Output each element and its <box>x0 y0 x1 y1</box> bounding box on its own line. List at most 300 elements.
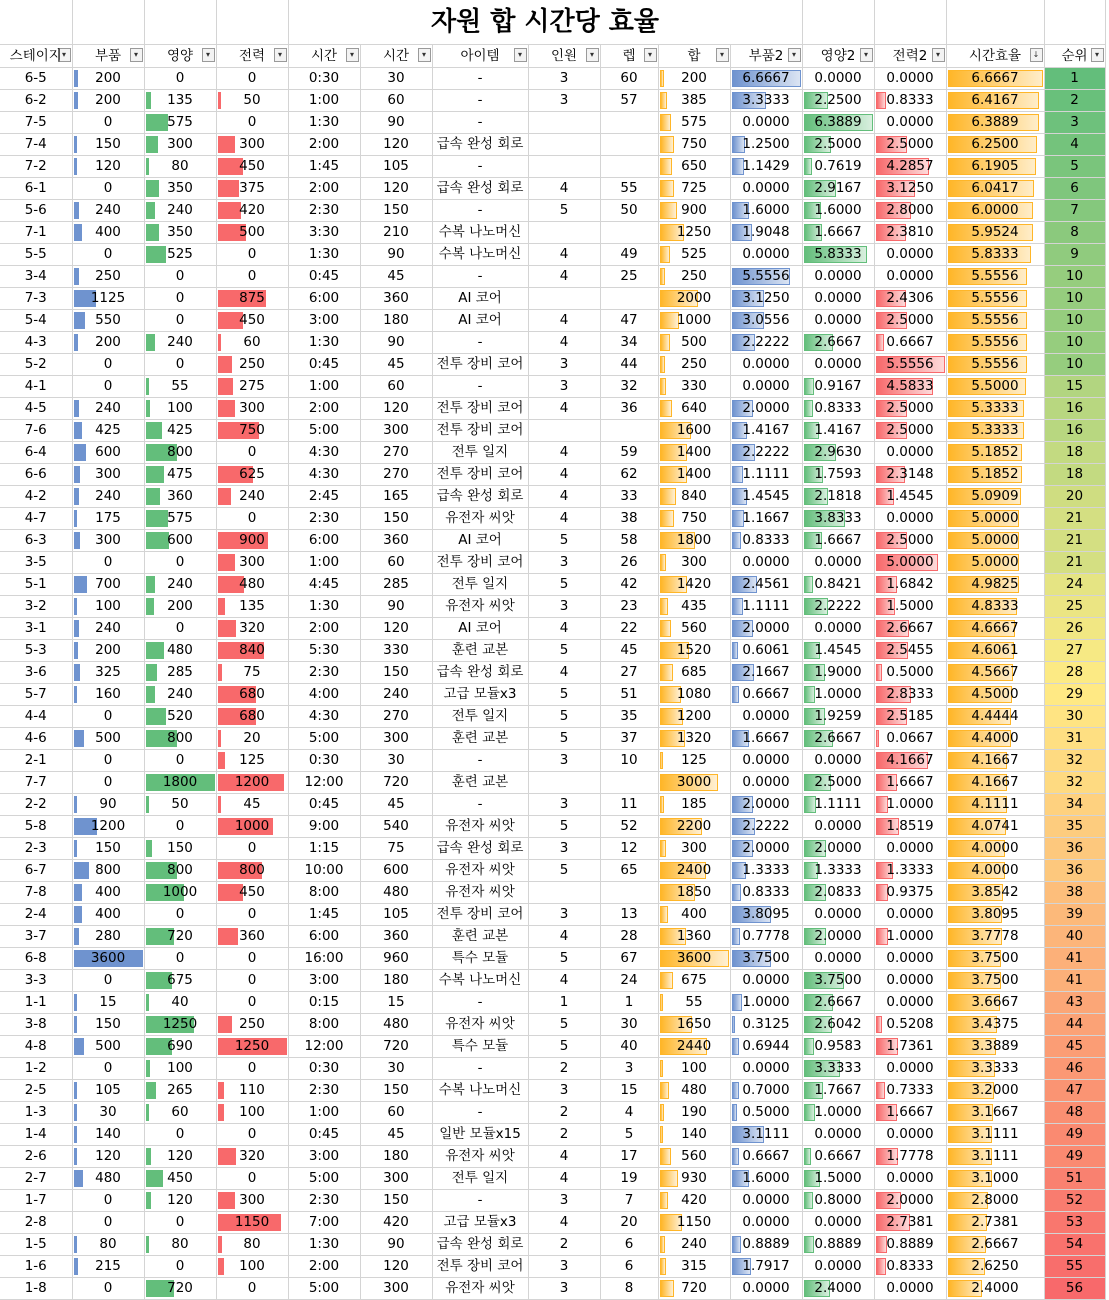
time-efficiency-cell[interactable] <box>946 200 1044 222</box>
time-efficiency-cell[interactable] <box>946 178 1044 200</box>
food2-cell[interactable] <box>802 1146 874 1168</box>
level-cell[interactable] <box>600 684 658 706</box>
rank-cell[interactable] <box>1044 1058 1105 1080</box>
food2-cell[interactable] <box>802 68 874 90</box>
crew-cell[interactable] <box>528 464 600 486</box>
power-cell[interactable] <box>216 1190 288 1212</box>
parts-cell[interactable] <box>72 618 144 640</box>
minutes-cell[interactable] <box>360 310 432 332</box>
crew-cell[interactable] <box>528 200 600 222</box>
crew-cell[interactable] <box>528 838 600 860</box>
food2-cell[interactable] <box>802 90 874 112</box>
minutes-cell[interactable] <box>360 200 432 222</box>
minutes-cell[interactable] <box>360 640 432 662</box>
time-cell[interactable] <box>288 1014 360 1036</box>
item-cell[interactable] <box>432 244 528 266</box>
rank-cell[interactable] <box>1044 574 1105 596</box>
food2-cell[interactable] <box>802 1256 874 1278</box>
food-cell[interactable] <box>144 618 216 640</box>
time-cell[interactable] <box>288 1146 360 1168</box>
time-cell[interactable] <box>288 178 360 200</box>
time-cell[interactable] <box>288 376 360 398</box>
power-cell[interactable] <box>216 178 288 200</box>
parts-cell[interactable] <box>72 926 144 948</box>
minutes-cell[interactable] <box>360 1234 432 1256</box>
item-cell[interactable] <box>432 1102 528 1124</box>
minutes-cell[interactable] <box>360 420 432 442</box>
item-cell[interactable] <box>432 222 528 244</box>
power-cell[interactable] <box>216 310 288 332</box>
food-cell[interactable] <box>144 992 216 1014</box>
parts2-cell[interactable] <box>730 574 802 596</box>
item-cell[interactable] <box>432 618 528 640</box>
food2-cell[interactable] <box>802 838 874 860</box>
minutes-cell[interactable] <box>360 222 432 244</box>
rank-cell[interactable] <box>1044 1168 1105 1190</box>
item-cell[interactable] <box>432 420 528 442</box>
sum-cell[interactable] <box>658 992 730 1014</box>
sum-cell[interactable] <box>658 1146 730 1168</box>
stage-cell[interactable] <box>0 816 72 838</box>
header-item[interactable] <box>432 45 528 68</box>
time-efficiency-cell[interactable] <box>946 618 1044 640</box>
rank-cell[interactable] <box>1044 1234 1105 1256</box>
sum-cell[interactable] <box>658 1190 730 1212</box>
food-cell[interactable] <box>144 772 216 794</box>
stage-cell[interactable] <box>0 1102 72 1124</box>
stage-cell[interactable] <box>0 266 72 288</box>
item-cell[interactable] <box>432 904 528 926</box>
minutes-cell[interactable] <box>360 860 432 882</box>
filter-dropdown-icon[interactable]: ▾ <box>586 48 599 62</box>
food2-cell[interactable] <box>802 112 874 134</box>
sum-cell[interactable] <box>658 530 730 552</box>
parts-cell[interactable] <box>72 398 144 420</box>
rank-cell[interactable] <box>1044 1146 1105 1168</box>
parts2-cell[interactable] <box>730 926 802 948</box>
food2-cell[interactable] <box>802 1212 874 1234</box>
level-cell[interactable] <box>600 1212 658 1234</box>
parts2-cell[interactable] <box>730 1212 802 1234</box>
time-efficiency-cell[interactable] <box>946 266 1044 288</box>
item-cell[interactable] <box>432 970 528 992</box>
parts2-cell[interactable] <box>730 398 802 420</box>
parts-cell[interactable] <box>72 244 144 266</box>
parts-cell[interactable] <box>72 596 144 618</box>
food-cell[interactable] <box>144 882 216 904</box>
sum-cell[interactable] <box>658 68 730 90</box>
sum-cell[interactable] <box>658 552 730 574</box>
parts-cell[interactable] <box>72 992 144 1014</box>
crew-cell[interactable] <box>528 1234 600 1256</box>
header-time[interactable] <box>288 45 360 68</box>
time-efficiency-cell[interactable] <box>946 1234 1044 1256</box>
crew-cell[interactable] <box>528 1256 600 1278</box>
parts-cell[interactable] <box>72 332 144 354</box>
rank-cell[interactable] <box>1044 618 1105 640</box>
food-cell[interactable] <box>144 398 216 420</box>
rank-cell[interactable] <box>1044 772 1105 794</box>
parts-cell[interactable] <box>72 134 144 156</box>
sum-cell[interactable] <box>658 288 730 310</box>
level-cell[interactable] <box>600 112 658 134</box>
power2-cell[interactable] <box>874 574 946 596</box>
sum-cell[interactable] <box>658 398 730 420</box>
level-cell[interactable] <box>600 178 658 200</box>
parts2-cell[interactable] <box>730 354 802 376</box>
parts2-cell[interactable] <box>730 266 802 288</box>
food-cell[interactable] <box>144 794 216 816</box>
power-cell[interactable] <box>216 222 288 244</box>
crew-cell[interactable] <box>528 1036 600 1058</box>
time-efficiency-cell[interactable] <box>946 772 1044 794</box>
filter-dropdown-icon[interactable]: ▾ <box>514 48 527 62</box>
power-cell[interactable] <box>216 640 288 662</box>
parts-cell[interactable] <box>72 1058 144 1080</box>
crew-cell[interactable] <box>528 640 600 662</box>
rank-cell[interactable] <box>1044 552 1105 574</box>
time-cell[interactable] <box>288 970 360 992</box>
rank-cell[interactable] <box>1044 1124 1105 1146</box>
item-cell[interactable] <box>432 1124 528 1146</box>
food-cell[interactable] <box>144 948 216 970</box>
sum-cell[interactable] <box>658 464 730 486</box>
crew-cell[interactable] <box>528 1080 600 1102</box>
crew-cell[interactable] <box>528 618 600 640</box>
time-cell[interactable] <box>288 552 360 574</box>
food-cell[interactable] <box>144 662 216 684</box>
power2-cell[interactable] <box>874 442 946 464</box>
parts2-cell[interactable] <box>730 1102 802 1124</box>
food2-cell[interactable] <box>802 332 874 354</box>
minutes-cell[interactable] <box>360 596 432 618</box>
parts-cell[interactable] <box>72 420 144 442</box>
crew-cell[interactable] <box>528 1146 600 1168</box>
filter-dropdown-icon[interactable]: ▾ <box>1091 48 1104 62</box>
level-cell[interactable] <box>600 772 658 794</box>
rank-cell[interactable] <box>1044 948 1105 970</box>
power2-cell[interactable] <box>874 706 946 728</box>
food2-cell[interactable] <box>802 398 874 420</box>
parts-cell[interactable] <box>72 772 144 794</box>
food-cell[interactable] <box>144 706 216 728</box>
time-efficiency-cell[interactable] <box>946 948 1044 970</box>
stage-cell[interactable] <box>0 464 72 486</box>
food-cell[interactable] <box>144 332 216 354</box>
parts2-cell[interactable] <box>730 244 802 266</box>
time-cell[interactable] <box>288 332 360 354</box>
time-efficiency-cell[interactable] <box>946 420 1044 442</box>
stage-cell[interactable] <box>0 926 72 948</box>
rank-cell[interactable] <box>1044 1190 1105 1212</box>
power2-cell[interactable] <box>874 618 946 640</box>
sum-cell[interactable] <box>658 904 730 926</box>
food2-cell[interactable] <box>802 904 874 926</box>
food2-cell[interactable] <box>802 882 874 904</box>
parts2-cell[interactable] <box>730 1256 802 1278</box>
parts2-cell[interactable] <box>730 552 802 574</box>
food2-cell[interactable] <box>802 816 874 838</box>
sum-cell[interactable] <box>658 1124 730 1146</box>
stage-cell[interactable] <box>0 1036 72 1058</box>
header-food2[interactable] <box>802 45 874 68</box>
sum-cell[interactable] <box>658 1234 730 1256</box>
rank-cell[interactable] <box>1044 750 1105 772</box>
sum-cell[interactable] <box>658 442 730 464</box>
filter-dropdown-icon[interactable]: ▾ <box>130 48 143 62</box>
level-cell[interactable] <box>600 1058 658 1080</box>
power2-cell[interactable] <box>874 1080 946 1102</box>
food2-cell[interactable] <box>802 530 874 552</box>
parts2-cell[interactable] <box>730 662 802 684</box>
level-cell[interactable] <box>600 1102 658 1124</box>
power-cell[interactable] <box>216 354 288 376</box>
stage-cell[interactable] <box>0 948 72 970</box>
stage-cell[interactable] <box>0 134 72 156</box>
power2-cell[interactable] <box>874 310 946 332</box>
rank-cell[interactable] <box>1044 266 1105 288</box>
time-efficiency-cell[interactable] <box>946 156 1044 178</box>
food2-cell[interactable] <box>802 684 874 706</box>
sum-cell[interactable] <box>658 1058 730 1080</box>
filter-dropdown-icon[interactable]: ▾ <box>644 48 657 62</box>
time-efficiency-cell[interactable] <box>946 1036 1044 1058</box>
power-cell[interactable] <box>216 618 288 640</box>
power-cell[interactable] <box>216 574 288 596</box>
parts-cell[interactable] <box>72 530 144 552</box>
rank-cell[interactable] <box>1044 178 1105 200</box>
parts2-cell[interactable] <box>730 486 802 508</box>
minutes-cell[interactable] <box>360 354 432 376</box>
power2-cell[interactable] <box>874 860 946 882</box>
rank-cell[interactable] <box>1044 442 1105 464</box>
crew-cell[interactable] <box>528 728 600 750</box>
power-cell[interactable] <box>216 596 288 618</box>
time-efficiency-cell[interactable] <box>946 288 1044 310</box>
level-cell[interactable] <box>600 1278 658 1300</box>
level-cell[interactable] <box>600 420 658 442</box>
parts2-cell[interactable] <box>730 134 802 156</box>
sum-cell[interactable] <box>658 486 730 508</box>
time-efficiency-cell[interactable] <box>946 398 1044 420</box>
stage-cell[interactable] <box>0 1278 72 1300</box>
stage-cell[interactable] <box>0 112 72 134</box>
parts-cell[interactable] <box>72 1168 144 1190</box>
level-cell[interactable] <box>600 1168 658 1190</box>
sum-cell[interactable] <box>658 640 730 662</box>
time-cell[interactable] <box>288 772 360 794</box>
crew-cell[interactable] <box>528 222 600 244</box>
time-efficiency-cell[interactable] <box>946 442 1044 464</box>
parts2-cell[interactable] <box>730 948 802 970</box>
food-cell[interactable] <box>144 552 216 574</box>
level-cell[interactable] <box>600 68 658 90</box>
food2-cell[interactable] <box>802 926 874 948</box>
time-cell[interactable] <box>288 992 360 1014</box>
power2-cell[interactable] <box>874 992 946 1014</box>
power2-cell[interactable] <box>874 376 946 398</box>
minutes-cell[interactable] <box>360 1080 432 1102</box>
crew-cell[interactable] <box>528 1102 600 1124</box>
minutes-cell[interactable] <box>360 1036 432 1058</box>
item-cell[interactable] <box>432 68 528 90</box>
time-efficiency-cell[interactable] <box>946 1256 1044 1278</box>
time-efficiency-cell[interactable] <box>946 1190 1044 1212</box>
item-cell[interactable] <box>432 266 528 288</box>
parts2-cell[interactable] <box>730 200 802 222</box>
level-cell[interactable] <box>600 288 658 310</box>
power-cell[interactable] <box>216 90 288 112</box>
power-cell[interactable] <box>216 882 288 904</box>
parts-cell[interactable] <box>72 684 144 706</box>
minutes-cell[interactable] <box>360 1146 432 1168</box>
time-efficiency-cell[interactable] <box>946 992 1044 1014</box>
time-efficiency-cell[interactable] <box>946 1080 1044 1102</box>
food2-cell[interactable] <box>802 222 874 244</box>
time-efficiency-cell[interactable] <box>946 244 1044 266</box>
parts2-cell[interactable] <box>730 90 802 112</box>
item-cell[interactable] <box>432 200 528 222</box>
minutes-cell[interactable] <box>360 838 432 860</box>
time-efficiency-cell[interactable] <box>946 222 1044 244</box>
item-cell[interactable] <box>432 354 528 376</box>
sum-cell[interactable] <box>658 376 730 398</box>
stage-cell[interactable] <box>0 728 72 750</box>
minutes-cell[interactable] <box>360 948 432 970</box>
food2-cell[interactable] <box>802 992 874 1014</box>
power-cell[interactable] <box>216 200 288 222</box>
crew-cell[interactable] <box>528 112 600 134</box>
parts2-cell[interactable] <box>730 288 802 310</box>
stage-cell[interactable] <box>0 684 72 706</box>
item-cell[interactable] <box>432 90 528 112</box>
sum-cell[interactable] <box>658 1014 730 1036</box>
time-cell[interactable] <box>288 244 360 266</box>
time-cell[interactable] <box>288 420 360 442</box>
blank-cell[interactable] <box>0 0 72 45</box>
item-cell[interactable] <box>432 310 528 332</box>
power-cell[interactable] <box>216 728 288 750</box>
rank-cell[interactable] <box>1044 310 1105 332</box>
food-cell[interactable] <box>144 200 216 222</box>
food2-cell[interactable] <box>802 442 874 464</box>
power2-cell[interactable] <box>874 1036 946 1058</box>
rank-cell[interactable] <box>1044 244 1105 266</box>
blank-cell[interactable] <box>72 0 144 45</box>
parts-cell[interactable] <box>72 640 144 662</box>
sum-cell[interactable] <box>658 706 730 728</box>
parts-cell[interactable] <box>72 1146 144 1168</box>
rank-cell[interactable] <box>1044 354 1105 376</box>
stage-cell[interactable] <box>0 750 72 772</box>
sum-cell[interactable] <box>658 1102 730 1124</box>
stage-cell[interactable] <box>0 772 72 794</box>
food2-cell[interactable] <box>802 1234 874 1256</box>
food-cell[interactable] <box>144 860 216 882</box>
level-cell[interactable] <box>600 1256 658 1278</box>
rank-cell[interactable] <box>1044 728 1105 750</box>
time-efficiency-cell[interactable] <box>946 728 1044 750</box>
power2-cell[interactable] <box>874 1234 946 1256</box>
header-sum[interactable] <box>658 45 730 68</box>
crew-cell[interactable] <box>528 376 600 398</box>
crew-cell[interactable] <box>528 90 600 112</box>
item-cell[interactable] <box>432 1234 528 1256</box>
stage-cell[interactable] <box>0 1058 72 1080</box>
power-cell[interactable] <box>216 904 288 926</box>
food2-cell[interactable] <box>802 1124 874 1146</box>
rank-cell[interactable] <box>1044 1036 1105 1058</box>
parts2-cell[interactable] <box>730 1168 802 1190</box>
time-efficiency-cell[interactable] <box>946 794 1044 816</box>
crew-cell[interactable] <box>528 926 600 948</box>
level-cell[interactable] <box>600 750 658 772</box>
parts2-cell[interactable] <box>730 618 802 640</box>
stage-cell[interactable] <box>0 68 72 90</box>
header-minutes[interactable] <box>360 45 432 68</box>
rank-cell[interactable] <box>1044 794 1105 816</box>
time-cell[interactable] <box>288 1278 360 1300</box>
power2-cell[interactable] <box>874 288 946 310</box>
level-cell[interactable] <box>600 860 658 882</box>
crew-cell[interactable] <box>528 288 600 310</box>
time-efficiency-cell[interactable] <box>946 1146 1044 1168</box>
crew-cell[interactable] <box>528 860 600 882</box>
food2-cell[interactable] <box>802 970 874 992</box>
time-cell[interactable] <box>288 1080 360 1102</box>
sum-cell[interactable] <box>658 838 730 860</box>
power2-cell[interactable] <box>874 244 946 266</box>
item-cell[interactable] <box>432 288 528 310</box>
crew-cell[interactable] <box>528 486 600 508</box>
power2-cell[interactable] <box>874 178 946 200</box>
rank-cell[interactable] <box>1044 662 1105 684</box>
power-cell[interactable] <box>216 1168 288 1190</box>
item-cell[interactable] <box>432 112 528 134</box>
level-cell[interactable] <box>600 816 658 838</box>
filter-dropdown-icon[interactable]: ▾ <box>860 48 873 62</box>
filter-dropdown-icon[interactable]: ▾ <box>932 48 945 62</box>
minutes-cell[interactable] <box>360 398 432 420</box>
sum-cell[interactable] <box>658 662 730 684</box>
item-cell[interactable] <box>432 706 528 728</box>
time-cell[interactable] <box>288 926 360 948</box>
minutes-cell[interactable] <box>360 1256 432 1278</box>
crew-cell[interactable] <box>528 134 600 156</box>
power2-cell[interactable] <box>874 1278 946 1300</box>
time-cell[interactable] <box>288 816 360 838</box>
power-cell[interactable] <box>216 1036 288 1058</box>
food2-cell[interactable] <box>802 200 874 222</box>
food-cell[interactable] <box>144 486 216 508</box>
parts-cell[interactable] <box>72 970 144 992</box>
power-cell[interactable] <box>216 398 288 420</box>
item-cell[interactable] <box>432 178 528 200</box>
time-efficiency-cell[interactable] <box>946 640 1044 662</box>
time-efficiency-cell[interactable] <box>946 134 1044 156</box>
time-cell[interactable] <box>288 90 360 112</box>
parts-cell[interactable] <box>72 178 144 200</box>
minutes-cell[interactable] <box>360 442 432 464</box>
parts-cell[interactable] <box>72 1080 144 1102</box>
blank-cell[interactable] <box>802 0 874 45</box>
level-cell[interactable] <box>600 904 658 926</box>
food2-cell[interactable] <box>802 860 874 882</box>
crew-cell[interactable] <box>528 970 600 992</box>
food-cell[interactable] <box>144 1102 216 1124</box>
power-cell[interactable] <box>216 464 288 486</box>
time-cell[interactable] <box>288 1190 360 1212</box>
